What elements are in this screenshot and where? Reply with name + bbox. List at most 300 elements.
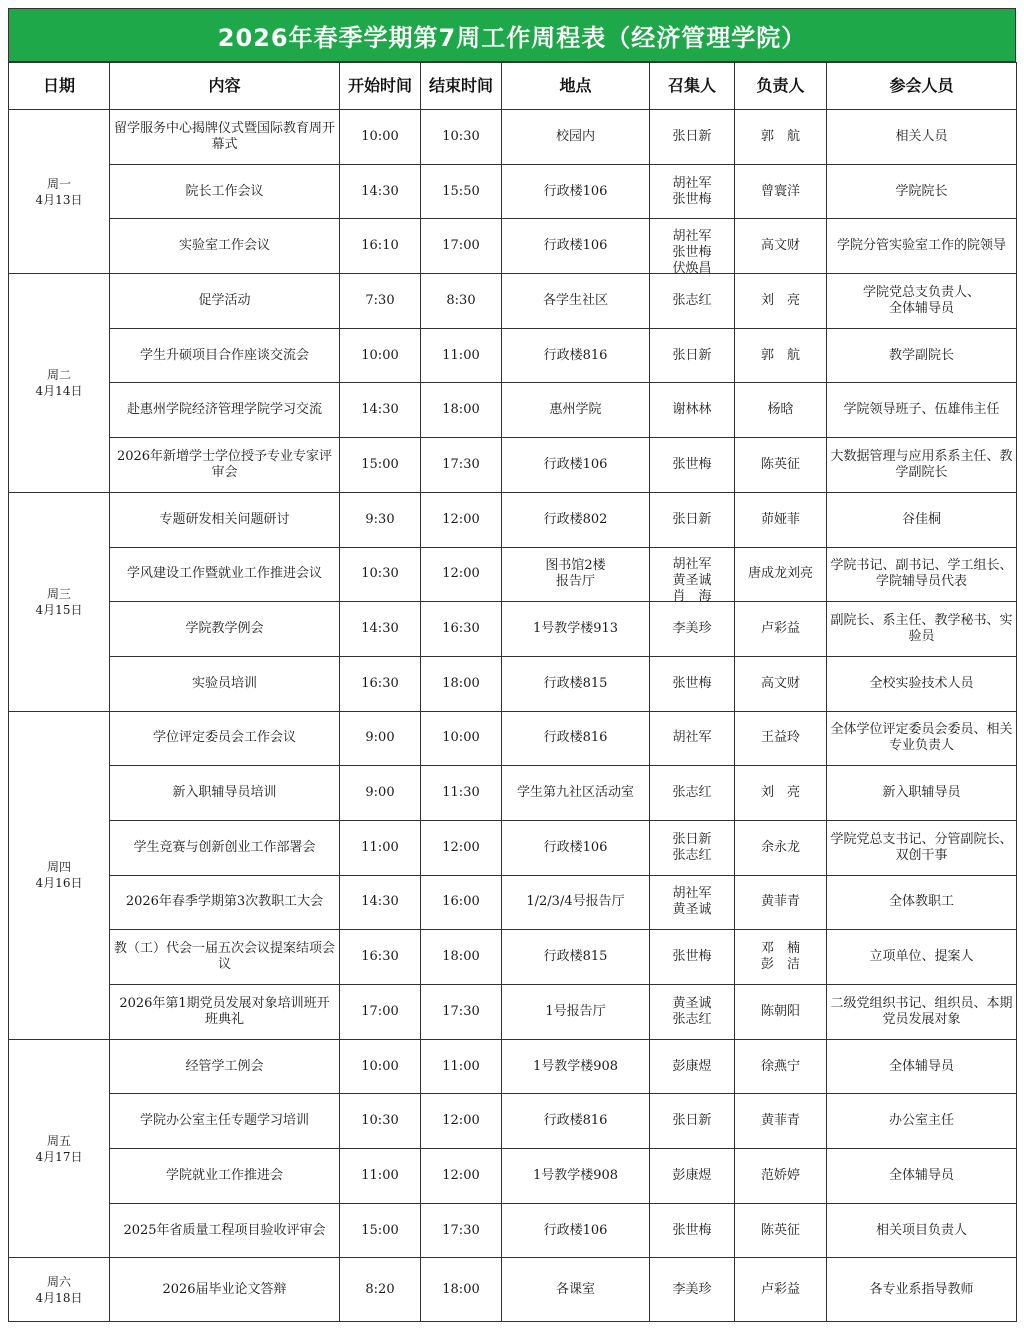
start-time-cell (340, 602, 421, 657)
attendees-cell (827, 602, 1017, 657)
col-header-place: 地点 (502, 63, 650, 110)
col-header-attendees: 参会人员 (827, 63, 1017, 110)
table-row (9, 711, 1017, 766)
table-row (9, 274, 1017, 329)
start-time-cell-text: 16:10 (361, 238, 399, 254)
start-time-cell (340, 1149, 421, 1204)
content-cell (110, 985, 340, 1040)
place-cell (502, 656, 650, 711)
convener-cell-text: 彭康煜 (672, 1058, 712, 1074)
place-cell (502, 438, 650, 493)
owner-cell (735, 602, 827, 657)
start-time-cell-text: 14:30 (361, 402, 399, 418)
content-cell (110, 492, 340, 547)
place-cell-text: 学生第九社区活动室 (516, 785, 634, 801)
date-cell: 周四 4月16日 (9, 711, 110, 1039)
owner-cell-text: 王益玲 (760, 730, 800, 746)
content-cell (110, 602, 340, 657)
content-cell-text: 2026年春季学期第3次教职工大会 (125, 894, 324, 910)
attendees-cell-text: 立项单位、提案人 (869, 949, 974, 965)
content-cell (110, 820, 340, 875)
content-cell (110, 164, 340, 219)
content-cell-text: 留学服务中心揭牌仪式暨国际教育周开幕式 (113, 120, 335, 152)
owner-cell (735, 656, 827, 711)
place-cell-text: 1号教学楼908 (532, 1058, 619, 1074)
start-time-cell-text: 9:00 (365, 730, 395, 746)
owner-cell (735, 328, 827, 383)
table-row (9, 328, 1017, 383)
content-cell-text: 2025年省质量工程项目验收评审会 (123, 1222, 326, 1238)
place-cell (502, 110, 650, 165)
start-time-cell (340, 1039, 421, 1094)
content-cell (110, 219, 340, 274)
convener-cell (650, 602, 735, 657)
end-time-cell (421, 110, 502, 165)
start-time-cell-text: 14:30 (361, 894, 399, 910)
attendees-cell-text: 全体学位评定委员会委员、相关专业负责人 (830, 722, 1013, 754)
attendees-cell-text: 副院长、系主任、教学秘书、实验员 (830, 613, 1013, 645)
content-cell-text: 赴惠州学院经济管理学院学习交流 (126, 402, 322, 418)
table-row (9, 547, 1017, 602)
owner-cell (735, 1039, 827, 1094)
end-time-cell-text: 18:00 (442, 1281, 480, 1297)
attendees-cell (827, 110, 1017, 165)
start-time-cell-text: 9:30 (365, 511, 395, 527)
place-cell-text: 行政楼106 (543, 839, 608, 855)
content-cell (110, 656, 340, 711)
table-row (9, 219, 1017, 274)
owner-cell-text: 范娇婷 (760, 1167, 800, 1183)
start-time-cell-text: 16:30 (361, 675, 399, 691)
convener-cell-text: 胡社军 张世梅 (672, 175, 712, 207)
attendees-cell (827, 656, 1017, 711)
end-time-cell (421, 820, 502, 875)
owner-cell-text: 刘 亮 (760, 785, 800, 801)
owner-cell (735, 1258, 827, 1322)
owner-cell (735, 219, 827, 274)
start-time-cell (340, 328, 421, 383)
attendees-cell-text: 谷佳桐 (901, 511, 941, 527)
col-header-convener: 召集人 (650, 63, 735, 110)
convener-cell-text: 胡社军 (672, 730, 712, 746)
content-cell (110, 1039, 340, 1094)
start-time-cell-text: 7:30 (365, 292, 395, 308)
attendees-cell (827, 219, 1017, 274)
convener-cell-text: 张世梅 (672, 675, 712, 691)
place-cell-text: 各学生社区 (542, 292, 608, 308)
start-time-cell-text: 10:30 (361, 1113, 399, 1129)
attendees-cell (827, 274, 1017, 329)
end-time-cell (421, 711, 502, 766)
owner-cell (735, 766, 827, 821)
start-time-cell-text: 10:00 (361, 128, 399, 144)
end-time-cell-text: 16:30 (442, 621, 480, 637)
content-cell (110, 1094, 340, 1149)
date-cell: 周五 4月17日 (9, 1039, 110, 1258)
convener-cell-text: 张日新 (672, 347, 712, 363)
owner-cell (735, 492, 827, 547)
place-cell-text: 行政楼816 (543, 347, 608, 363)
place-cell-text: 行政楼815 (543, 675, 608, 691)
end-time-cell (421, 875, 502, 930)
content-cell (110, 930, 340, 985)
start-time-cell (340, 219, 421, 274)
start-time-cell-text: 11:00 (361, 839, 399, 855)
convener-cell (650, 383, 735, 438)
owner-cell (735, 1094, 827, 1149)
end-time-cell-text: 18:00 (442, 402, 480, 418)
owner-cell-text: 高文财 (760, 238, 800, 254)
place-cell-text: 行政楼816 (543, 1113, 608, 1129)
owner-cell-text: 高文财 (760, 675, 800, 691)
owner-cell (735, 110, 827, 165)
convener-cell (650, 1258, 735, 1322)
end-time-cell (421, 164, 502, 219)
table-row (9, 164, 1017, 219)
convener-cell-text: 张日新 (672, 1113, 712, 1129)
place-cell (502, 492, 650, 547)
place-cell-text: 惠州学院 (549, 402, 602, 418)
owner-cell-text: 陈朝阳 (760, 1003, 800, 1019)
end-time-cell-text: 16:00 (442, 894, 480, 910)
start-time-cell-text: 10:30 (361, 566, 399, 582)
attendees-cell (827, 1258, 1017, 1322)
start-time-cell-text: 17:00 (361, 1003, 399, 1019)
convener-cell (650, 656, 735, 711)
attendees-cell (827, 711, 1017, 766)
content-cell-text: 2026年新增学士学位授予专业专家评审会 (116, 448, 333, 480)
end-time-cell-text: 15:50 (442, 183, 480, 199)
attendees-cell-text: 大数据管理与应用系系主任、教学副院长 (830, 448, 1013, 480)
owner-cell (735, 1203, 827, 1258)
content-cell (110, 1258, 340, 1322)
owner-cell-text: 郭 航 (760, 128, 800, 144)
owner-cell (735, 274, 827, 329)
convener-cell-text: 张世梅 (672, 949, 712, 965)
start-time-cell (340, 930, 421, 985)
convener-cell (650, 1094, 735, 1149)
table-row (9, 766, 1017, 821)
place-cell-text: 行政楼106 (543, 183, 608, 199)
owner-cell (735, 1149, 827, 1204)
convener-cell-text: 张日新 张志红 (672, 831, 712, 863)
attendees-cell-text: 教学副院长 (888, 347, 954, 363)
start-time-cell (340, 1094, 421, 1149)
convener-cell-text: 胡社军 黄圣诚 (672, 886, 712, 918)
convener-cell (650, 547, 735, 605)
table-row (9, 110, 1017, 165)
place-cell (502, 820, 650, 875)
convener-cell (650, 492, 735, 547)
start-time-cell (340, 656, 421, 711)
convener-cell (650, 274, 735, 329)
end-time-cell (421, 274, 502, 329)
content-cell-text: 实验室工作会议 (178, 238, 270, 254)
table-row (9, 1203, 1017, 1258)
end-time-cell-text: 11:00 (442, 1058, 480, 1074)
place-cell (502, 1094, 650, 1149)
attendees-cell-text: 相关项目负责人 (875, 1222, 967, 1238)
attendees-cell-text: 各专业系指导教师 (869, 1281, 974, 1297)
end-time-cell-text: 17:30 (442, 1222, 480, 1238)
table-row (9, 602, 1017, 657)
content-cell-text: 专题研发相关问题研讨 (159, 511, 290, 527)
convener-cell (650, 219, 735, 277)
content-cell-text: 经管学工例会 (185, 1058, 264, 1074)
place-cell (502, 1258, 650, 1322)
convener-cell (650, 164, 735, 219)
attendees-cell-text: 学院分管实验室工作的院领导 (836, 238, 1006, 254)
place-cell (502, 328, 650, 383)
end-time-cell (421, 438, 502, 493)
place-cell-text: 行政楼815 (543, 949, 608, 965)
convener-cell (650, 1203, 735, 1258)
end-time-cell (421, 1203, 502, 1258)
content-cell (110, 711, 340, 766)
table-row (9, 875, 1017, 930)
attendees-cell-text: 相关人员 (895, 128, 948, 144)
attendees-cell-text: 学院党总支书记、分管副院长、双创干事 (830, 831, 1013, 863)
place-cell-text: 1号教学楼913 (532, 621, 619, 637)
end-time-cell (421, 766, 502, 821)
table-row (9, 930, 1017, 985)
attendees-cell (827, 766, 1017, 821)
content-cell-text: 学院教学例会 (185, 621, 264, 637)
owner-cell-text: 茆娅菲 (760, 511, 800, 527)
end-time-cell-text: 17:30 (442, 456, 480, 472)
owner-cell-text: 陈英征 (760, 456, 800, 472)
convener-cell-text: 张世梅 (672, 456, 712, 472)
col-header-content: 内容 (110, 63, 340, 110)
start-time-cell-text: 10:00 (361, 1058, 399, 1074)
owner-cell-text: 卢彩益 (760, 1281, 800, 1297)
convener-cell-text: 张日新 (672, 128, 712, 144)
start-time-cell-text: 14:30 (361, 621, 399, 637)
owner-cell (735, 383, 827, 438)
start-time-cell-text: 10:00 (361, 347, 399, 363)
end-time-cell-text: 12:00 (442, 839, 480, 855)
owner-cell (735, 875, 827, 930)
start-time-cell (340, 164, 421, 219)
content-cell-text: 2026届毕业论文答辩 (162, 1281, 287, 1297)
end-time-cell-text: 18:00 (442, 949, 480, 965)
owner-cell-text: 黄菲青 (760, 1113, 800, 1129)
start-time-cell-text: 14:30 (361, 183, 399, 199)
attendees-cell-text: 办公室主任 (888, 1113, 954, 1129)
owner-cell-text: 刘 亮 (760, 292, 800, 308)
attendees-cell (827, 1203, 1017, 1258)
end-time-cell (421, 1149, 502, 1204)
content-cell-text: 学院就业工作推进会 (165, 1167, 283, 1183)
start-time-cell (340, 383, 421, 438)
end-time-cell-text: 10:00 (442, 730, 480, 746)
end-time-cell (421, 602, 502, 657)
content-cell (110, 547, 340, 602)
header-row (9, 63, 1017, 110)
attendees-cell-text: 全体辅导员 (888, 1167, 954, 1183)
content-cell-text: 学风建设工作暨就业工作推进会议 (126, 566, 322, 582)
table-row (9, 1039, 1017, 1094)
content-cell-text: 2026年第1期党员发展对象培训班开班典礼 (119, 995, 330, 1027)
place-cell-text: 1号教学楼908 (532, 1167, 619, 1183)
convener-cell (650, 1149, 735, 1204)
end-time-cell-text: 12:00 (442, 1167, 480, 1183)
content-cell (110, 274, 340, 329)
table-row (9, 985, 1017, 1040)
end-time-cell (421, 1094, 502, 1149)
start-time-cell (340, 1258, 421, 1322)
place-cell (502, 274, 650, 329)
end-time-cell (421, 328, 502, 383)
end-time-cell-text: 17:30 (442, 1003, 480, 1019)
convener-cell-text: 张志红 (672, 292, 712, 308)
place-cell (502, 602, 650, 657)
col-header-start: 开始时间 (340, 63, 421, 110)
place-cell-text: 1/2/3/4号报告厅 (526, 894, 625, 910)
owner-cell (735, 820, 827, 875)
content-cell (110, 875, 340, 930)
end-time-cell (421, 383, 502, 438)
convener-cell-text: 张世梅 (672, 1222, 712, 1238)
convener-cell (650, 766, 735, 821)
attendees-cell-text: 新入职辅导员 (882, 785, 961, 801)
end-time-cell-text: 12:00 (442, 1113, 480, 1129)
convener-cell (650, 985, 735, 1040)
owner-cell-text: 黄菲青 (760, 894, 800, 910)
start-time-cell (340, 1203, 421, 1258)
start-time-cell-text: 11:00 (361, 1167, 399, 1183)
owner-cell-text: 邓 楠 彭 洁 (760, 941, 800, 973)
start-time-cell (340, 492, 421, 547)
end-time-cell (421, 547, 502, 602)
table-row (9, 383, 1017, 438)
page-title: 2026年春季学期第7周工作周程表（经济管理学院） (8, 8, 1016, 62)
attendees-cell (827, 328, 1017, 383)
content-cell (110, 766, 340, 821)
content-cell-text: 学位评定委员会工作会议 (152, 730, 296, 746)
end-time-cell (421, 492, 502, 547)
convener-cell (650, 328, 735, 383)
owner-cell-text: 徐燕宁 (760, 1058, 800, 1074)
attendees-cell (827, 547, 1017, 602)
attendees-cell-text: 学院书记、副书记、学工组长、学院辅导员代表 (830, 558, 1013, 590)
end-time-cell-text: 8:30 (446, 292, 476, 308)
owner-cell (735, 164, 827, 219)
end-time-cell (421, 1258, 502, 1322)
place-cell (502, 711, 650, 766)
convener-cell-text: 谢林林 (672, 402, 712, 418)
content-cell (110, 1149, 340, 1204)
end-time-cell (421, 219, 502, 274)
start-time-cell (340, 985, 421, 1040)
place-cell-text: 行政楼816 (543, 730, 608, 746)
attendees-cell (827, 985, 1017, 1040)
place-cell (502, 930, 650, 985)
attendees-cell-text: 学院院长 (895, 183, 948, 199)
convener-cell-text: 李美珍 (672, 621, 712, 637)
owner-cell-text: 郭 航 (760, 347, 800, 363)
end-time-cell (421, 985, 502, 1040)
start-time-cell (340, 274, 421, 329)
content-cell-text: 新入职辅导员培训 (172, 785, 277, 801)
start-time-cell (340, 547, 421, 602)
convener-cell (650, 711, 735, 766)
owner-cell (735, 547, 827, 602)
place-cell (502, 164, 650, 219)
end-time-cell-text: 12:00 (442, 566, 480, 582)
convener-cell (650, 820, 735, 875)
place-cell (502, 547, 650, 602)
content-cell-text: 学生竞赛与创新创业工作部署会 (133, 839, 316, 855)
attendees-cell-text: 全校实验技术人员 (869, 675, 974, 691)
col-header-end: 结束时间 (421, 63, 502, 110)
start-time-cell-text: 9:00 (365, 785, 395, 801)
schedule-sheet (8, 8, 1016, 1322)
place-cell-text: 图书馆2楼 报告厅 (545, 558, 606, 590)
owner-cell (735, 711, 827, 766)
owner-cell-text: 曾寰洋 (760, 183, 800, 199)
place-cell-text: 行政楼802 (543, 511, 608, 527)
convener-cell-text: 胡社军 张世梅 伏焕昌 (672, 229, 712, 277)
owner-cell-text: 唐成龙刘亮 (747, 566, 813, 582)
place-cell (502, 383, 650, 438)
start-time-cell (340, 820, 421, 875)
end-time-cell (421, 656, 502, 711)
convener-cell (650, 875, 735, 930)
table-row (9, 1149, 1017, 1204)
place-cell (502, 1039, 650, 1094)
place-cell-text: 行政楼106 (543, 456, 608, 472)
col-header-owner: 负责人 (735, 63, 827, 110)
attendees-cell-text: 学院党总支负责人、 全体辅导员 (862, 284, 980, 316)
attendees-cell (827, 164, 1017, 219)
place-cell-text: 各课室 (555, 1281, 595, 1297)
owner-cell (735, 930, 827, 985)
end-time-cell-text: 11:30 (442, 785, 480, 801)
owner-cell (735, 438, 827, 493)
attendees-cell (827, 1094, 1017, 1149)
attendees-cell-text: 二级党组织书记、组织员、本期党员发展对象 (830, 995, 1013, 1027)
owner-cell-text: 杨晗 (767, 402, 794, 418)
content-cell-text: 学生升硕项目合作座谈交流会 (139, 347, 309, 363)
attendees-cell (827, 1149, 1017, 1204)
attendees-cell (827, 492, 1017, 547)
content-cell (110, 383, 340, 438)
col-header-date: 日期 (9, 63, 110, 110)
end-time-cell-text: 12:00 (442, 511, 480, 527)
place-cell (502, 875, 650, 930)
attendees-cell (827, 1039, 1017, 1094)
start-time-cell (340, 766, 421, 821)
end-time-cell-text: 18:00 (442, 675, 480, 691)
owner-cell-text: 陈英征 (760, 1222, 800, 1238)
date-cell: 周二 4月14日 (9, 274, 110, 493)
content-cell-text: 学院办公室主任专题学习培训 (139, 1113, 309, 1129)
end-time-cell (421, 930, 502, 985)
table-row (9, 820, 1017, 875)
place-cell-text: 行政楼106 (543, 1222, 608, 1238)
table-row (9, 438, 1017, 493)
convener-cell-text: 张志红 (672, 785, 712, 801)
place-cell-text: 校园内 (555, 128, 595, 144)
date-cell: 周三 4月15日 (9, 492, 110, 711)
attendees-cell (827, 383, 1017, 438)
start-time-cell-text: 8:20 (365, 1281, 395, 1297)
convener-cell-text: 张日新 (672, 511, 712, 527)
attendees-cell-text: 学院领导班子、伍雄伟主任 (843, 402, 1000, 418)
convener-cell-text: 彭康煜 (672, 1167, 712, 1183)
place-cell (502, 766, 650, 821)
